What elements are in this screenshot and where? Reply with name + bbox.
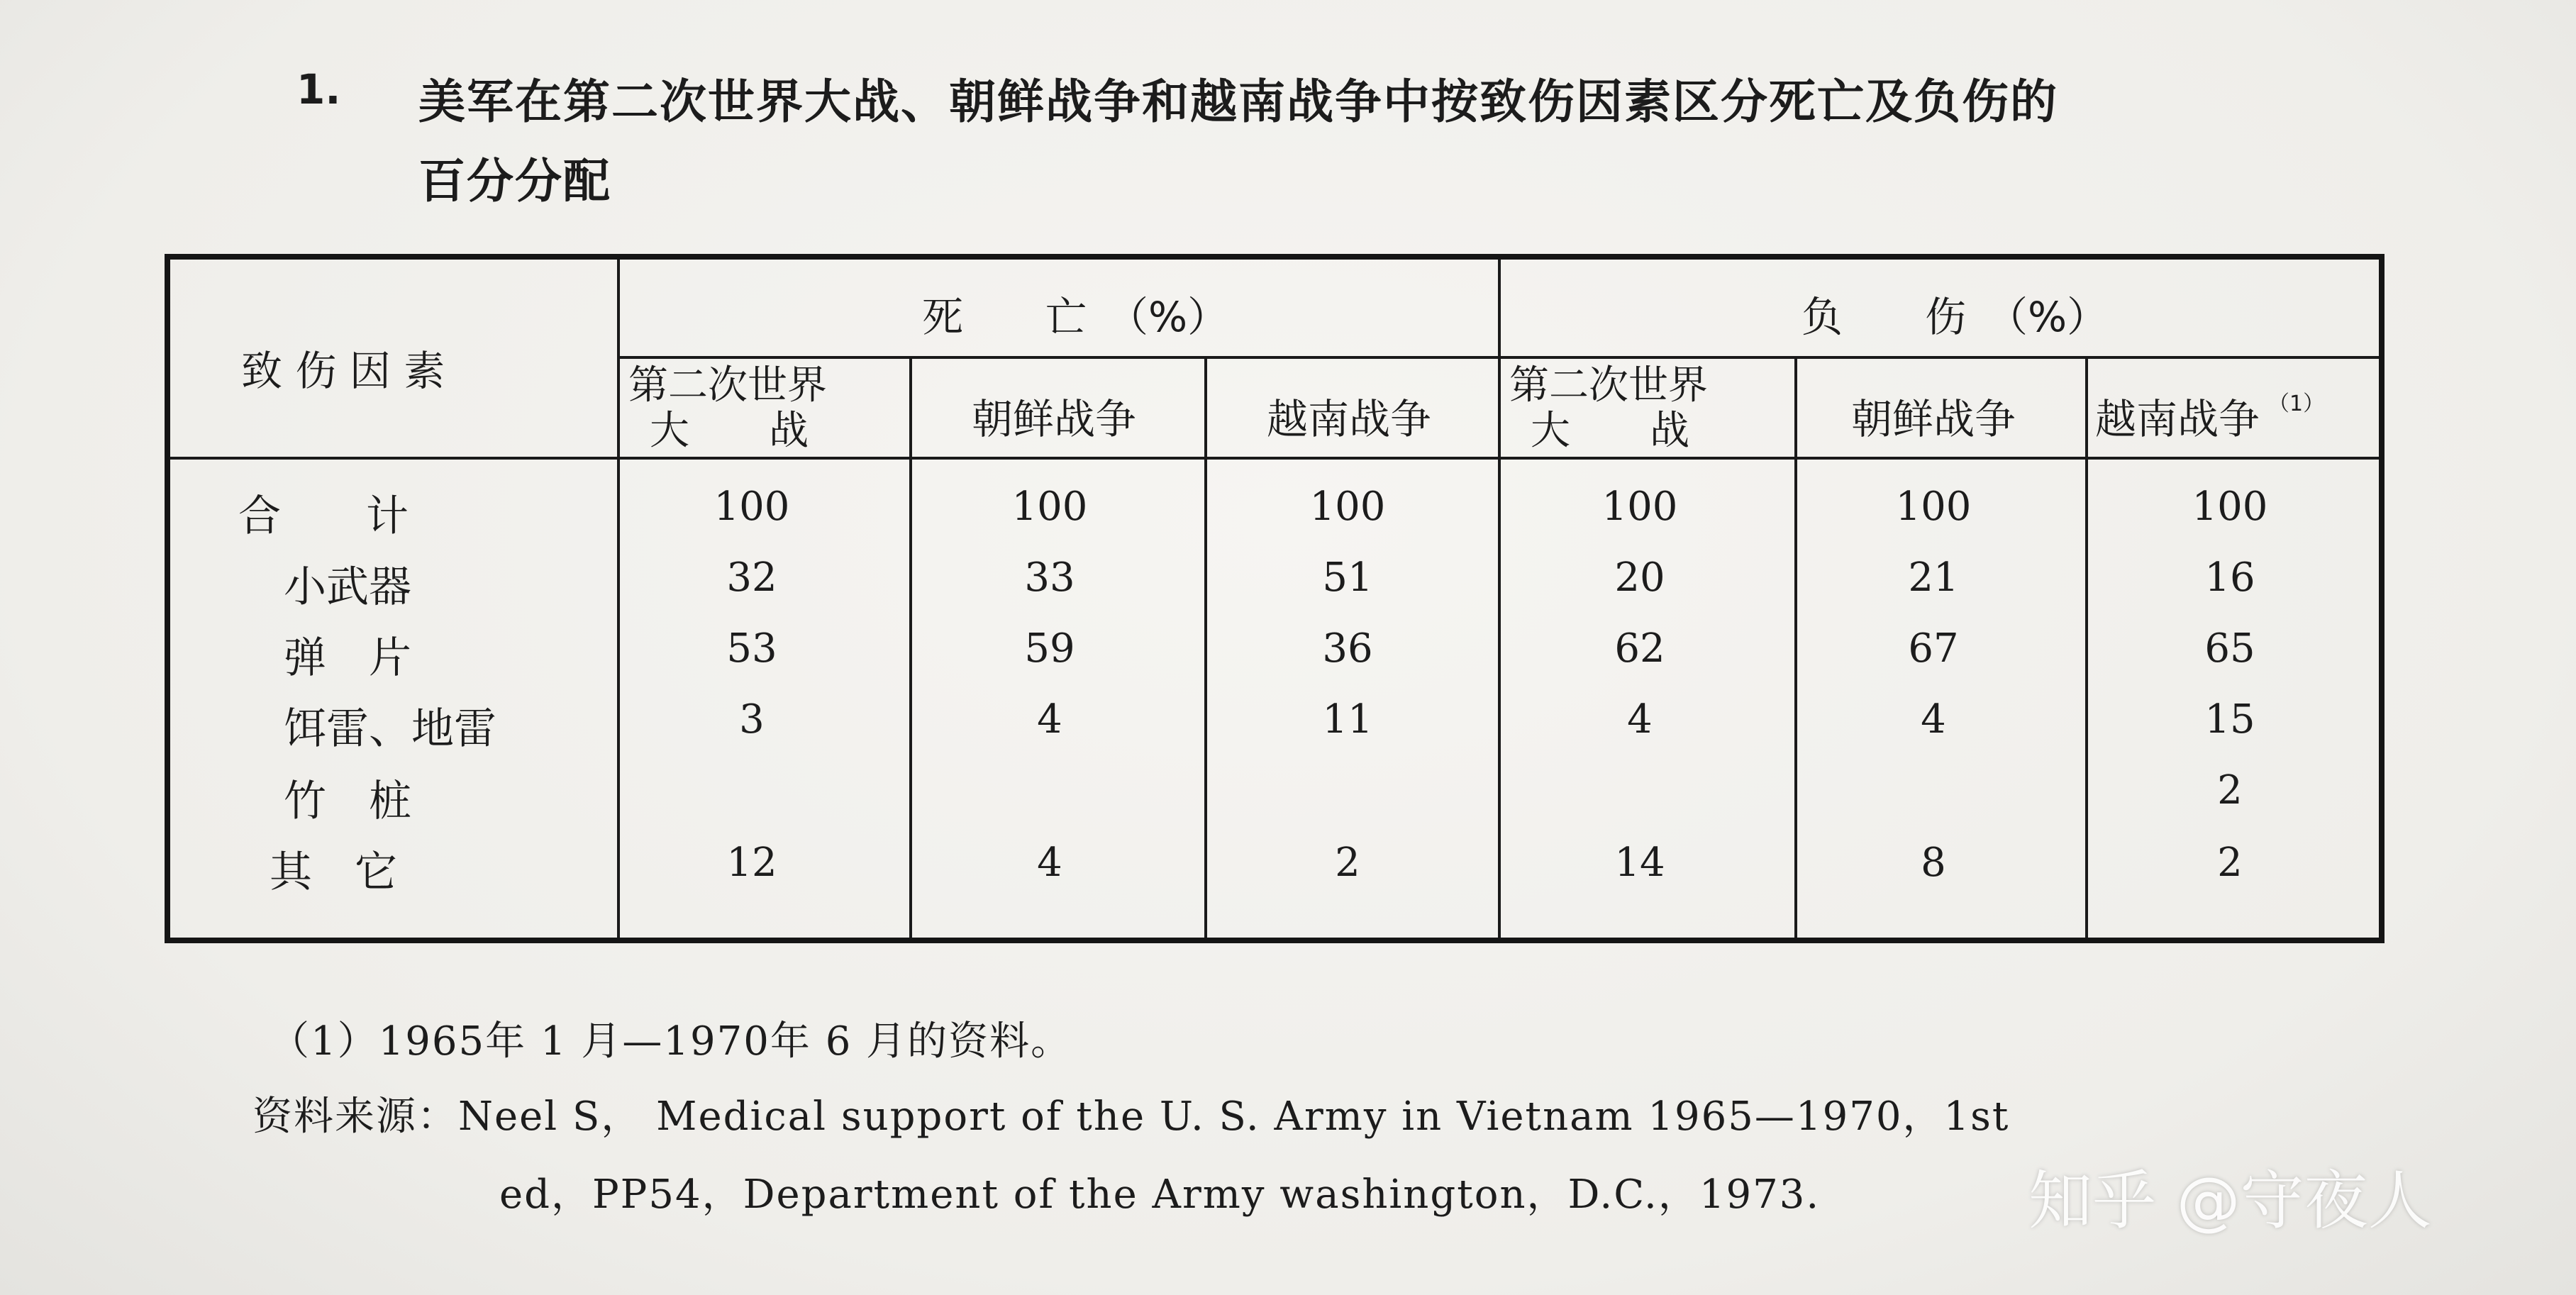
header-line: 大 战 xyxy=(1531,408,1689,454)
cell-death-vietnam: 100 xyxy=(1309,484,1386,530)
factor-column-line xyxy=(617,260,620,938)
header-bottom-line xyxy=(170,457,2379,460)
row-label: 饵雷、地雷 xyxy=(284,704,496,754)
footnote: （1）1965年 1 月—1970年 6 月的资料。 xyxy=(270,1018,1072,1065)
injury-header: 负 伤 （%） xyxy=(1801,293,2109,341)
death-header: 死 亡 （%） xyxy=(922,293,1229,341)
cell-injury-ww2: 4 xyxy=(1627,696,1653,743)
cell-death-korea: 33 xyxy=(1024,555,1075,601)
cell-injury-vietnam: 100 xyxy=(2192,484,2268,530)
cell-injury-korea: 100 xyxy=(1895,484,1972,530)
cell-injury-vietnam: 16 xyxy=(2204,555,2255,601)
page-title xyxy=(418,62,2333,221)
source-line-1 xyxy=(252,1085,2009,1142)
cell-injury-vietnam: 2 xyxy=(2217,767,2243,813)
row-label: 弹 片 xyxy=(284,633,411,683)
cell-death-korea: 59 xyxy=(1024,626,1075,672)
cell-injury-vietnam: 15 xyxy=(2204,696,2255,743)
cell-injury-korea: 21 xyxy=(1908,555,1959,601)
cell-death-korea: 100 xyxy=(1011,484,1088,530)
cell-death-vietnam: 51 xyxy=(1322,555,1373,601)
death-ww2-header xyxy=(628,363,898,454)
header-text: 越南战争 xyxy=(2095,395,2260,443)
cell-death-ww2: 32 xyxy=(726,555,777,601)
cell-death-ww2: 12 xyxy=(726,840,777,886)
cell-injury-korea: 67 xyxy=(1908,626,1959,672)
cell-injury-korea: 4 xyxy=(1921,696,1946,743)
column-line xyxy=(1794,356,1797,938)
header-line: 大 战 xyxy=(650,408,809,454)
column-line xyxy=(1204,356,1207,938)
table-number: 1. xyxy=(296,65,341,113)
cell-death-ww2: 100 xyxy=(714,484,790,530)
cell-injury-vietnam: 2 xyxy=(2217,840,2243,886)
casualty-table xyxy=(165,254,2385,943)
cell-death-vietnam: 2 xyxy=(1335,840,1360,886)
cell-injury-ww2: 100 xyxy=(1601,484,1678,530)
source-label: 资料来源： xyxy=(252,1094,458,1140)
column-line xyxy=(2085,356,2088,938)
cell-death-korea: 4 xyxy=(1037,840,1062,886)
header-line: 第二次世界 xyxy=(1509,362,1708,408)
cell-injury-ww2: 62 xyxy=(1614,626,1665,672)
cell-injury-korea: 8 xyxy=(1921,840,1946,886)
cell-death-korea: 4 xyxy=(1037,696,1062,743)
row-label: 小武器 xyxy=(284,562,411,612)
title-line-2: 百分分配 xyxy=(418,154,611,209)
cell-injury-ww2: 20 xyxy=(1614,555,1665,601)
death-vietnam-header: 越南战争 xyxy=(1267,395,1432,443)
title-line-1: 美军在第二次世界大战、朝鲜战争和越南战争中按致伤因素区分死亡及负伤的 xyxy=(418,74,2058,129)
row-label: 竹 桩 xyxy=(284,777,411,826)
death-korea-header: 朝鲜战争 xyxy=(972,395,1137,443)
cell-death-vietnam: 36 xyxy=(1322,626,1373,672)
header-line: 第二次世界 xyxy=(628,362,827,408)
footnote-marker: （1） xyxy=(2268,391,2325,416)
row-label: 其 它 xyxy=(270,847,397,897)
injury-vietnam-header xyxy=(2095,386,2324,445)
injury-korea-header: 朝鲜战争 xyxy=(1851,395,2016,443)
watermark: 知乎 @守夜人 xyxy=(2028,1164,2432,1238)
cell-death-ww2: 53 xyxy=(726,626,777,672)
cell-injury-vietnam: 65 xyxy=(2204,626,2255,672)
cell-death-ww2: 3 xyxy=(739,696,765,743)
source-text: Neel S， Medical support of the U. S. Army in Vietnam 1965—1970，1st xyxy=(458,1094,2010,1140)
injury-ww2-header xyxy=(1509,363,1779,454)
column-line xyxy=(909,356,912,938)
source-line-2: ed，PP54，Department of the Army washington，D.C.，1973. xyxy=(499,1172,1821,1218)
cell-injury-ww2: 14 xyxy=(1614,840,1665,886)
group-divider-line xyxy=(1498,260,1501,938)
row-label: 合 计 xyxy=(238,491,409,541)
cell-death-vietnam: 11 xyxy=(1322,696,1373,743)
factor-header: 致 伤 因 素 xyxy=(241,347,445,395)
